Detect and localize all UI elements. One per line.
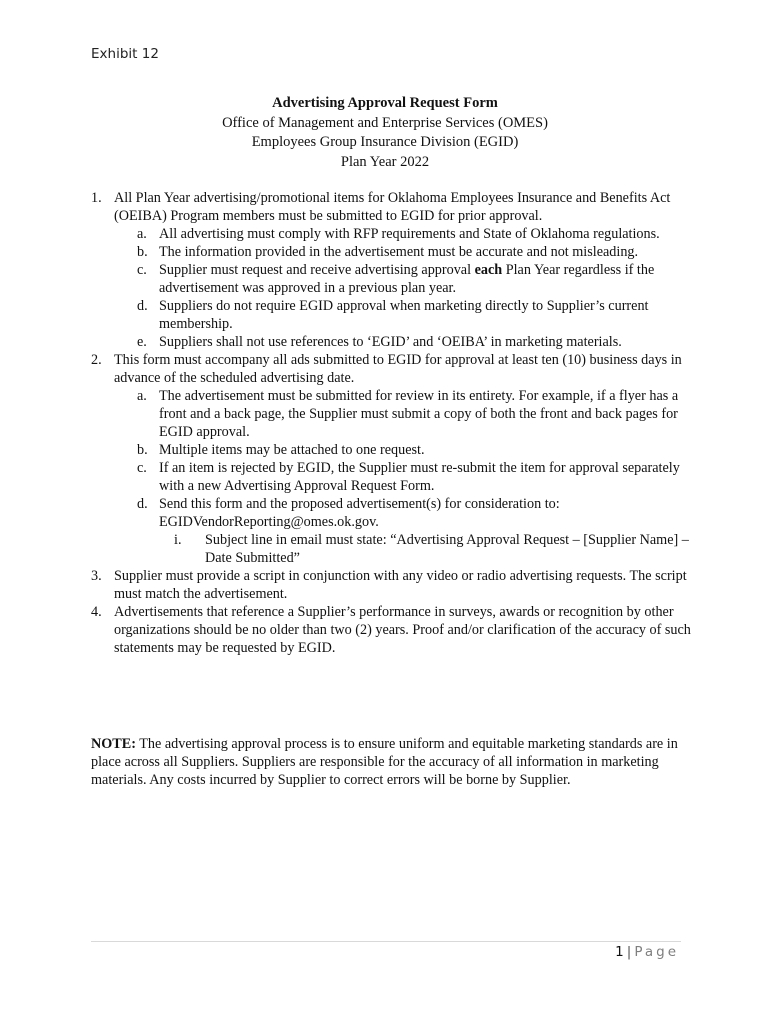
note-label: NOTE: (91, 736, 136, 752)
footer-divider (91, 941, 681, 942)
sub-item-text-post: Plan Year regardless if the advertisement was approved in a previous plan year. (159, 262, 655, 296)
note-paragraph (91, 735, 691, 789)
sub-item-letter: b. (137, 442, 148, 458)
list-item (91, 351, 691, 387)
list-item-number: 2. (91, 352, 102, 368)
page-number: 1 (615, 944, 624, 960)
list-item-text: Advertisements that reference a Supplier’s performance in surveys, awards or recognition by other organizations should be no older than two (2) years. Proof and/or clarification of the accuracy of such statements may be requested by EGID. (114, 604, 691, 656)
sub-item-text: All advertising must comply with RFP requirements and State of Oklahoma regulations. (159, 226, 660, 242)
list-item-number: 3. (91, 568, 102, 584)
sub-item-letter: c. (137, 262, 147, 278)
sub-list-item (91, 333, 691, 351)
list-item-number: 1. (91, 190, 102, 206)
sub-list-item (91, 243, 691, 261)
sub-item-letter: a. (137, 388, 147, 404)
sub-list-item (91, 387, 691, 441)
division-name: Employees Group Insurance Division (EGID) (251, 134, 519, 150)
list-item (91, 189, 691, 225)
emphasis-each: each (474, 262, 503, 278)
sub-item-text: The information provided in the advertisement must be accurate and not misleading. (159, 244, 639, 260)
sub-item-text: Send this form and the proposed advertisement(s) for consideration to: EGIDVendorReporting@omes.ok.gov. (159, 496, 560, 530)
list-item-text: All Plan Year advertising/promotional items for Oklahoma Employees Insurance and Benefits Act (OEIBA) Program members must be submitted to EGID for prior approval. (114, 190, 671, 224)
list-item-text: Supplier must provide a script in conjunction with any video or radio advertising requests. The script must match the advertisement. (114, 568, 687, 602)
requirements-list (91, 189, 691, 657)
agency-name: Office of Management and Enterprise Services (OMES) (222, 114, 548, 131)
sub-item-text: Suppliers do not require EGID approval when marketing directly to Supplier’s current membership. (159, 298, 649, 332)
page-separator: | (626, 944, 632, 960)
sub-item-letter: a. (137, 226, 147, 242)
sub-list-item (91, 297, 691, 333)
sub-item-text-pre: Supplier must request and receive advertising approval (159, 262, 475, 278)
sub-list-item (91, 441, 691, 459)
note-text: The advertising approval process is to ensure uniform and equitable marketing standards are in place across all Suppliers. Suppliers are responsible for the accuracy of all information in marketing materials. Any costs incurred by Supplier to correct errors will be borne by Supplier. (91, 736, 678, 788)
form-title-block (0, 94, 770, 172)
sub-list-item (91, 459, 691, 495)
sub-item-letter: d. (137, 298, 148, 314)
sub-item-text: If an item is rejected by EGID, the Supplier must re-submit the item for approval separately with a new Advertising Approval Request Form. (159, 460, 680, 494)
sub-sub-item-numeral: i. (174, 532, 182, 548)
sub-item-text: The advertisement must be submitted for review in its entirety. For example, if a flyer has a front and a back page, the Supplier must submit a copy of both the front and back pages for EGID approval. (159, 388, 679, 440)
list-item-text: This form must accompany all ads submitted to EGID for approval at least ten (10) business days in advance of the scheduled advertising date. (114, 352, 682, 386)
sub-list-item (91, 225, 691, 243)
sub-item-text: Suppliers shall not use references to ‘EGID’ and ‘OEIBA’ in marketing materials. (159, 334, 622, 350)
sub-sub-item-text: Subject line in email must state: “Advertising Approval Request – [Supplier Name] – Date Submitted” (205, 532, 689, 566)
sub-list-item (91, 261, 691, 297)
form-title: Advertising Approval Request Form (272, 95, 498, 111)
sub-item-letter: b. (137, 244, 148, 260)
list-item (91, 567, 691, 603)
sub-item-text: Multiple items may be attached to one request. (159, 442, 425, 458)
plan-year: Plan Year 2022 (340, 153, 430, 170)
sub-list-item (91, 495, 691, 531)
exhibit-label: Exhibit 12 (91, 46, 159, 62)
page-label: Page (634, 944, 679, 960)
sub-item-letter: e. (137, 334, 147, 350)
sub-item-text (159, 262, 654, 296)
list-item-number: 4. (91, 604, 102, 620)
sub-item-letter: c. (137, 460, 147, 476)
list-item (91, 603, 691, 657)
sub-sub-list-item (91, 531, 691, 567)
sub-item-letter: d. (137, 496, 148, 512)
page-footer (615, 944, 679, 960)
